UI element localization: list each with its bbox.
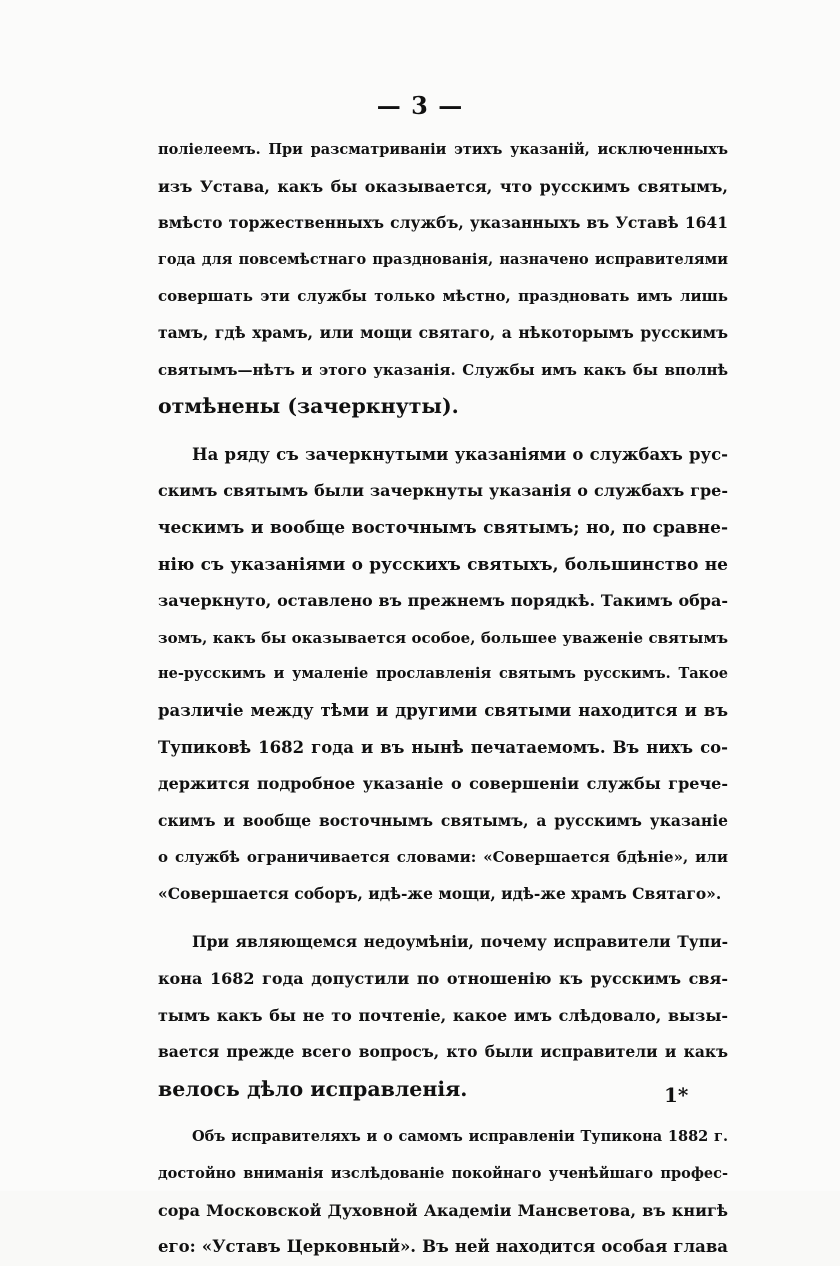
paragraph-line: держится подробное указаніе о совершеніи службы грече-	[158, 774, 728, 794]
paragraph-line: изъ Устава, какъ бы оказывается, что русскимъ святымъ,	[158, 176, 728, 196]
paragraph-line: нію съ указаніями о русскихъ святыхъ, большинство не	[158, 554, 728, 575]
paragraph-line: вается прежде всего вопросъ, кто были исправители и какъ	[158, 1042, 728, 1062]
paragraph-line: На ряду съ зачеркнутыми указаніями о службахъ рус-	[192, 444, 728, 464]
paragraph-line: ческимъ и вообще восточнымъ святымъ; но, по сравне-	[158, 517, 728, 538]
paragraph-line: святымъ—нѣтъ и этого указанія. Службы имъ какъ бы вполнѣ	[158, 360, 728, 379]
paragraph-line: его: «Уставъ Церковный». Въ ней находится особая глава	[158, 1237, 728, 1257]
paragraph-line: зачеркнуто, оставлено въ прежнемъ порядкѣ. Такимъ обра-	[158, 591, 728, 611]
paragraph-line: вмѣсто торжественныхъ службъ, указанныхъ въ Уставѣ 1641	[158, 213, 728, 233]
paragraph-line: различіе между тѣми и другими святыми находится и въ	[158, 700, 728, 720]
paragraph-line: скимъ и вообще восточнымъ святымъ, а русскимъ указаніе	[158, 810, 728, 830]
paragraph-gap	[158, 912, 728, 924]
paragraph-line: При являющемся недоумѣніи, почему исправители Тупи-	[192, 932, 728, 952]
paragraph-line: «Совершается соборъ, идѣ-же мощи, идѣ-же храмъ Святаго».	[158, 883, 722, 903]
page-number: — 3 —	[376, 91, 464, 120]
paragraph-line: Тупиковѣ 1682 года и въ нынѣ печатаемомъ. Въ нихъ со-	[158, 737, 728, 757]
paragraph-line: кона 1682 года допустили по отношенію къ русскимъ свя-	[158, 969, 728, 989]
paragraph-line: зомъ, какъ бы оказывается особое, большее уваженіе святымъ	[158, 628, 728, 647]
paragraph-line: скимъ святымъ были зачеркнуты указанія о службахъ гре-	[158, 481, 728, 501]
paragraph-line: велось дѣло исправленія.	[158, 1076, 468, 1101]
body-text	[158, 132, 728, 1266]
paragraph-line: тымъ какъ бы не то почтеніе, какое имъ слѣдовало, вызы-	[158, 1005, 728, 1025]
paragraph-line: не-русскимъ и умаленіе прославленія святымъ русскимъ. Такое	[158, 665, 728, 683]
paragraph-line: Объ исправителяхъ и о самомъ исправленіи Тупикона 1882 г.	[192, 1128, 728, 1146]
signature-mark: 1*	[664, 1083, 689, 1107]
paragraph-line: о службѣ ограничивается словами: «Совершается бдѣніе», или	[158, 848, 728, 867]
paragraph-gap	[158, 425, 728, 437]
paragraph-gap	[158, 1107, 728, 1119]
paragraph-line: достойно вниманія изслѣдованіе покойнаго ученѣйшаго профес-	[158, 1165, 728, 1183]
paragraph-line: отмѣнены (зачеркнуты).	[158, 394, 459, 419]
paragraph-line: тамъ, гдѣ храмъ, или мощи святаго, а нѣкоторымъ русскимъ	[158, 322, 728, 342]
paragraph-line: совершать эти службы только мѣстно, праздновать имъ лишь	[158, 287, 728, 306]
paragraph-line: сора Московской Духовной Академіи Мансветова, въ книгѣ	[158, 1200, 728, 1220]
paragraph-line: года для повсемѣстнаго празднованія, назначено исправителями	[158, 250, 728, 268]
paragraph-line: поліелеемъ. При разсматриваніи этихъ указаній, исключенныхъ	[158, 141, 728, 158]
